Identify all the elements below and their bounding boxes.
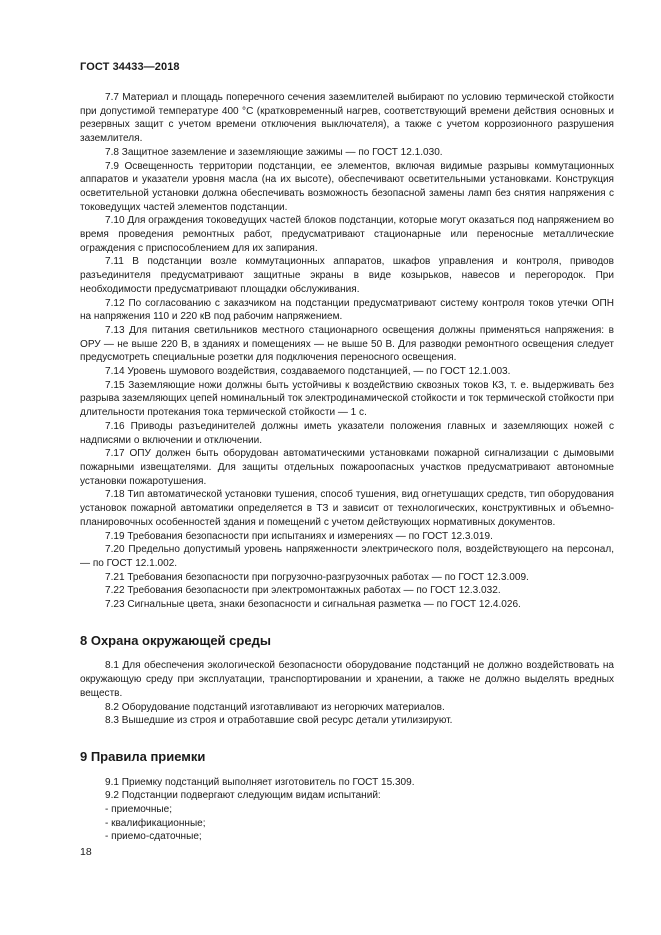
document-header: ГОСТ 34433—2018: [80, 61, 180, 73]
clause-paragraph: 7.21 Требования безопасности при погрузочно-разгрузочных работах — по ГОСТ 12.3.009.: [105, 571, 529, 583]
clause-paragraph: 7.23 Сигнальные цвета, знаки безопасности и сигнальная разметка — по ГОСТ 12.4.026.: [105, 599, 521, 611]
clause-paragraph: 7.13 Для питания светильников местного стационарного освещения должны применяться напряжения: в ОРУ — не выше 220 В, в зданиях и помещениях — не выше 50 В. Для разводки ремонтного освещения следует предусмотреть специальные розетки для подключения переносного освещения.: [80, 324, 614, 364]
clause-paragraph: 7.11 В подстанции возле коммутационных аппаратов, шкафов управления и контроля, приводов разъединителя предусматривают защитные экраны в виде козырьков, навесов и перегородок. При необходимости предусматривают площадки обслуживания.: [80, 256, 614, 295]
clause-paragraph: 7.17 ОПУ должен быть оборудован автоматическими установками пожарной сигнализации с дымовыми пожарными извещателями. Для защиты отдельных пожароопасных участков предусматривают автономные установки пожаротушения.: [80, 448, 614, 487]
section9-body: [80, 776, 614, 803]
clause-paragraph: 7.18 Тип автоматической установки тушения, способ тушения, вид огнетушащих средств, тип оборудования установок пожарной автоматики определяется в ТЗ и зависит от технологических, конструктивных и объемно-планировочных особенностей здания и помещений с учетом действующих нормативных документов.: [80, 489, 614, 528]
clause-paragraph: 7.19 Требования безопасности при испытаниях и измерениях — по ГОСТ 12.3.019.: [105, 530, 493, 542]
clause-paragraph: 7.8 Защитное заземление и заземляющие зажимы — по ГОСТ 12.1.030.: [105, 146, 443, 158]
clause-paragraph: 7.14 Уровень шумового воздействия, создаваемого подстанцией, — по ГОСТ 12.1.003.: [105, 366, 511, 378]
clause-paragraph: 8.2 Оборудование подстанций изготавливают из негорючих материалов.: [105, 701, 445, 713]
section8-title: 8 Охрана окружающей среды: [80, 632, 271, 648]
clause-paragraph: 7.10 Для ограждения токоведущих частей блоков подстанции, которые могут оказаться под напряжением во время проведения ремонтных работ, предусматривают стационарные или переносные металлические ограждения с приспособлением для их запирания.: [80, 215, 614, 254]
section9-test-list: [80, 803, 614, 844]
clause-paragraph: 7.22 Требования безопасности при электромонтажных работах — по ГОСТ 12.3.032.: [105, 585, 501, 597]
clause-paragraph: 7.15 Заземляющие ножи должны быть устойчивы к воздействию сквозных токов КЗ, т. е. выдерживать без разрыва заземляющих цепей номинальный ток электродинамической стойкости и ток термической стойкости при длительности протекания тока термической стойкости — 1 с.: [80, 379, 614, 419]
clause-paragraph: 7.16 Приводы разъединителей должны иметь указатели положения главных и заземляющих ножей с надписями о включении и отключении.: [80, 420, 614, 446]
clause-paragraph: 7.9 Освещенность территории подстанции, ее элементов, включая видимые разрывы коммутационных аппаратов и указатели уровня масла (на их высоте), обеспечивают осветительными установками. Конструкция осветительной установки должна обеспечивать возможность безопасной замены ламп без снятия напряжения с токоведущих частей элементов подстанции.: [80, 160, 614, 213]
clause-paragraph: 7.20 Предельно допустимый уровень напряженности электрического поля, воздействующего на персонал, — по ГОСТ 12.1.002.: [80, 544, 614, 569]
section7-continuation: [80, 91, 614, 612]
section8-body: [80, 659, 614, 728]
clause-paragraph: 9.1 Приемку подстанций выполняет изготовитель по ГОСТ 15.309.: [105, 776, 415, 788]
clause-paragraph: 7.7 Материал и площадь поперечного сечения заземлителей выбирают по условию термической стойкости при допустимой температуре 400 °С (кратковременный нагрев, соответствующий времени действия основных и резервных защит с учетом времени отключения выключателя), а также с учетом коррозионного разрушения заземлителя.: [80, 92, 614, 145]
clause-paragraph: 8.1 Для обеспечения экологической безопасности оборудование подстанций не должно воздействовать на окружающую среду при эксплуатации, транспортировании и хранении, а также не должно выделять вредных веществ.: [80, 660, 614, 699]
section9-title: 9 Правила приемки: [80, 748, 206, 764]
page-number: 18: [80, 846, 92, 858]
clause-paragraph: 9.2 Подстанции подвергают следующим видам испытаний:: [105, 790, 381, 802]
list-item: - приемочные;: [105, 804, 173, 816]
list-item: - приемо-сдаточные;: [105, 831, 202, 843]
page-content: [80, 91, 614, 844]
list-item: - квалификационные;: [105, 817, 206, 829]
clause-paragraph: 7.12 По согласованию с заказчиком на подстанции предусматривают систему контроля токов утечки ОПН на напряжения 110 и 220 кВ под рабочим напряжением.: [80, 297, 614, 323]
clause-paragraph: 8.3 Вышедшие из строя и отработавшие свой ресурс детали утилизируют.: [105, 715, 453, 727]
